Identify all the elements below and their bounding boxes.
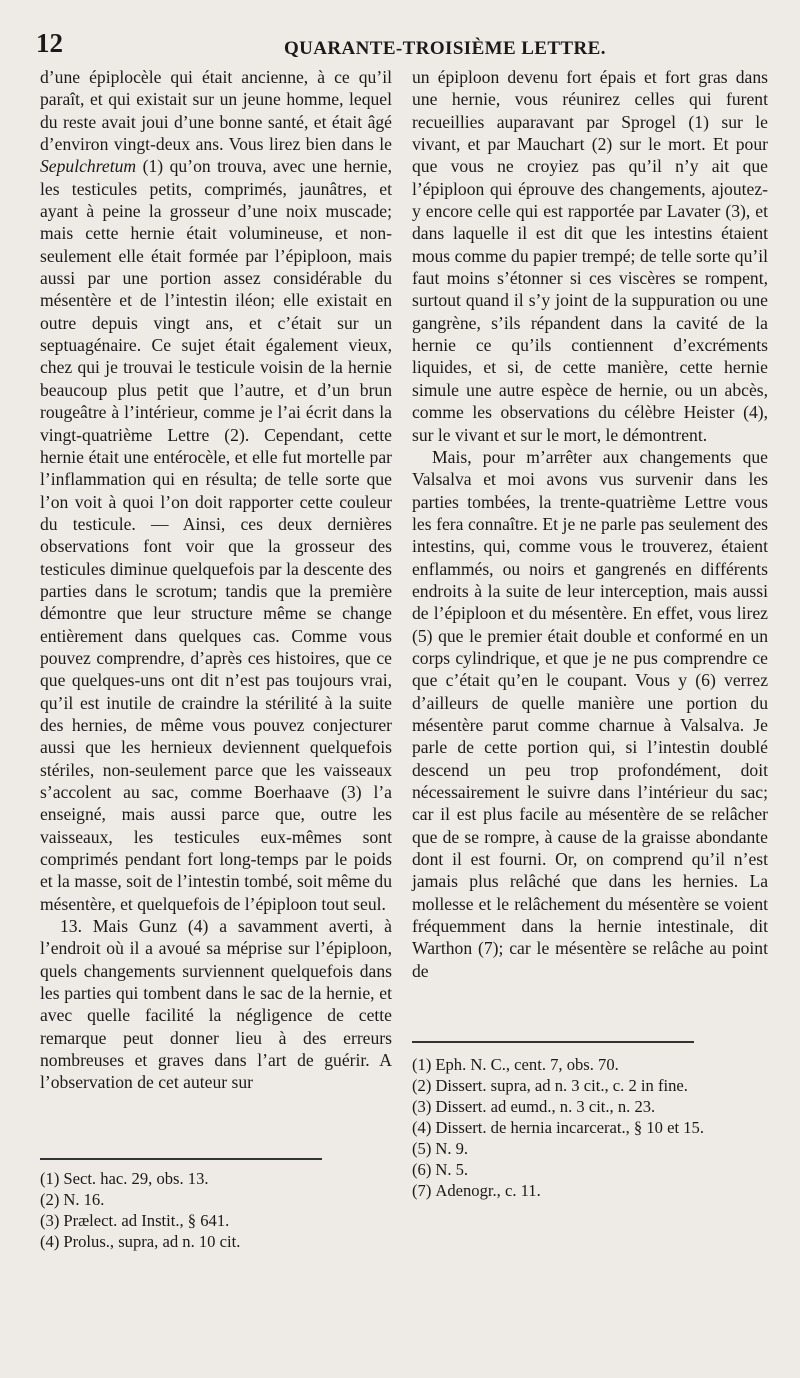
right-paragraph-2: Mais, pour m’arrêter aux changements que Valsalva et moi avons vus survenir dans les parties tombées, la trente-quatrième Lettre vous les fera connaître. Et je ne parle pas seulement des intestins, qui, comme vous le trouverez, étaient enflammés, ou noirs et gangrenés en différents endroits à la suite de leur interception, mais aussi de l’épiploon et du mésentère. En effet, vous lirez (5) que le premier était double et conformé en un corps cylindrique, et que je ne pus comprendre ce que c’était qu’en le coupant. Vous y (6) verrez d’ailleurs de quelle manière une portion du mésentère parut comme charnue à Valsalva. Je parle de cette portion qui, si l’intestin doublé descend un peu trop profondément, doit nécessairement le suivre dans l’intérieur du sac; car il est plus facile au mésentère de se relâcher que de se rompre, à cause de la graisse abondante dont il est fourni. Or, on comprend qu’il n’est jamais plus relâché que dans les hernies. La mollesse et le relâchement du mésentère se voient fréquemment dans la hernie intestinale, dit Warthon (7); car le mésentère se relâche au point de [412, 446, 768, 981]
footnote: (2) Dissert. supra, ad n. 3 cit., c. 2 in fine. [412, 1076, 688, 1095]
footnote: (4) Dissert. de hernia incarcerat., § 10 et 15. [412, 1118, 704, 1137]
footnote: (1) Sect. hac. 29, obs. 13. [40, 1169, 209, 1188]
left-paragraph-1-text: d’une épiplocèle qui était ancienne, à ce qu’il paraît, et qui existait sur un jeune homme, lequel du reste avait joui d’une bonne santé, et était âgé d’environ vingt-deux ans. Vous lirez bien dans le [40, 67, 392, 155]
right-text-column [412, 66, 768, 982]
footnote: (7) Adenogr., c. 11. [412, 1181, 541, 1200]
left-paragraph-1-text-b: (1) qu’on trouva, avec une hernie, les testicules petits, comprimés, jaunâtres, et ayant à peine la grosseur d’une noix muscade; mais cette hernie était volumineuse, et non-seulement elle était formée par l’épiploon, mais aussi par une portion assez considérable du mésentère et de l’intestin iléon; elle existait en outre depuis vingt ans, et c’était sur un septuagénaire. Ce sujet était également vieux, chez qui je trouvai le testicule voisin de la hernie beaucoup plus petit que l’autre, et d’un brun rougeâtre à l’intérieur, comme je l’ai écrit dans la vingt-quatrième Lettre (2). Cependant, cette hernie était une entérocèle, et elle fut mortelle par l’inflammation qui en résulta; de telle sorte que l’on voit à quoi l’on doit rapporter cette couleur du testicule. — Ainsi, ces deux dernières observations font voir que la grosseur des testicules diminue quelquefois par la descente des parties dans le scrotum; tandis que la première démontre que leur structure même se change entièrement dans quelques cas. Comme vous pouvez comprendre, d’après ces histoires, que ce que quelques-uns ont dit n’est pas toujours vrai, qu’il est inutile de craindre la stérilité à la suite des hernies, de même vous pouvez conjecturer aussi que les hernieux deviennent quelquefois stériles, non-seulement parce que les vaisseaux s’accolent au sac, comme Boerhaave (3) l’a enseigné, mais aussi parce que, outre les vaisseaux, les testicules eux-mêmes sont comprimés pendant fort long-temps par le poids et la masse, soit de l’intestin tombé, soit même du mésentère, et quelquefois de l’épiploon tout seul. [40, 156, 392, 914]
footnote: (2) N. 16. [40, 1190, 105, 1209]
footnotes-right [412, 1054, 768, 1201]
footnote: (4) Prolus., supra, ad n. 10 cit. [40, 1232, 241, 1251]
footnotes-left [40, 1168, 392, 1252]
left-paragraph-1 [40, 66, 392, 915]
footnote: (3) Prælect. ad Instit., § 641. [40, 1211, 230, 1230]
running-title: QUARANTE-TROISIÈME LETTRE. [284, 38, 606, 59]
footnote-rule-left [40, 1158, 322, 1160]
sepulchretum-title: Sepulchretum [40, 156, 137, 177]
footnote-rule-right [412, 1041, 694, 1043]
footnote: (1) Eph. N. C., cent. 7, obs. 70. [412, 1055, 619, 1074]
footnote: (3) Dissert. ad eumd., n. 3 cit., n. 23. [412, 1097, 656, 1116]
left-paragraph-2: 13. Mais Gunz (4) a savamment averti, à l’endroit où il a avoué sa méprise sur l’épiploon, quels changements surviennent quelquefois dans les parties qui tombent dans le sac de la hernie, et avec quelle facilité la négligence de cette remarque peut donner lieu à des erreurs nombreuses et graves dans l’art de guérir. A l’observation de cet auteur sur [40, 916, 392, 1093]
footnote: (6) N. 5. [412, 1160, 469, 1179]
page-number: 12 [36, 28, 63, 58]
footnote: (5) N. 9. [412, 1139, 469, 1158]
right-paragraph-1: un épiploon devenu fort épais et fort gras dans une hernie, vous réunirez celles qui furent recueillies auparavant par Sprogel (1) sur le vivant, et par Mauchart (2) sur le mort. Et pour que vous ne croyiez pas qu’il n’y ait que l’épiploon qui éprouve des changements, ajoutez-y encore celle qui est rapportée par Lavater (3), et dans laquelle il est dit que les intestins étaient mous comme du papier trempé; de telle sorte qu’il faut moins s’étonner si ces viscères se rompent, surtout quand il s’y joint de la suppuration ou une gangrène, s’ils répandent dans la cavité de la hernie ce qu’ils contiennent d’excréments liquides, et si, de cette manière, cette hernie simule une autre espèce de hernie, ou un abcès, comme les observations du célèbre Heister (4), sur le vivant et sur le mort, le démontrent. [412, 67, 768, 445]
left-text-column [40, 66, 392, 1094]
